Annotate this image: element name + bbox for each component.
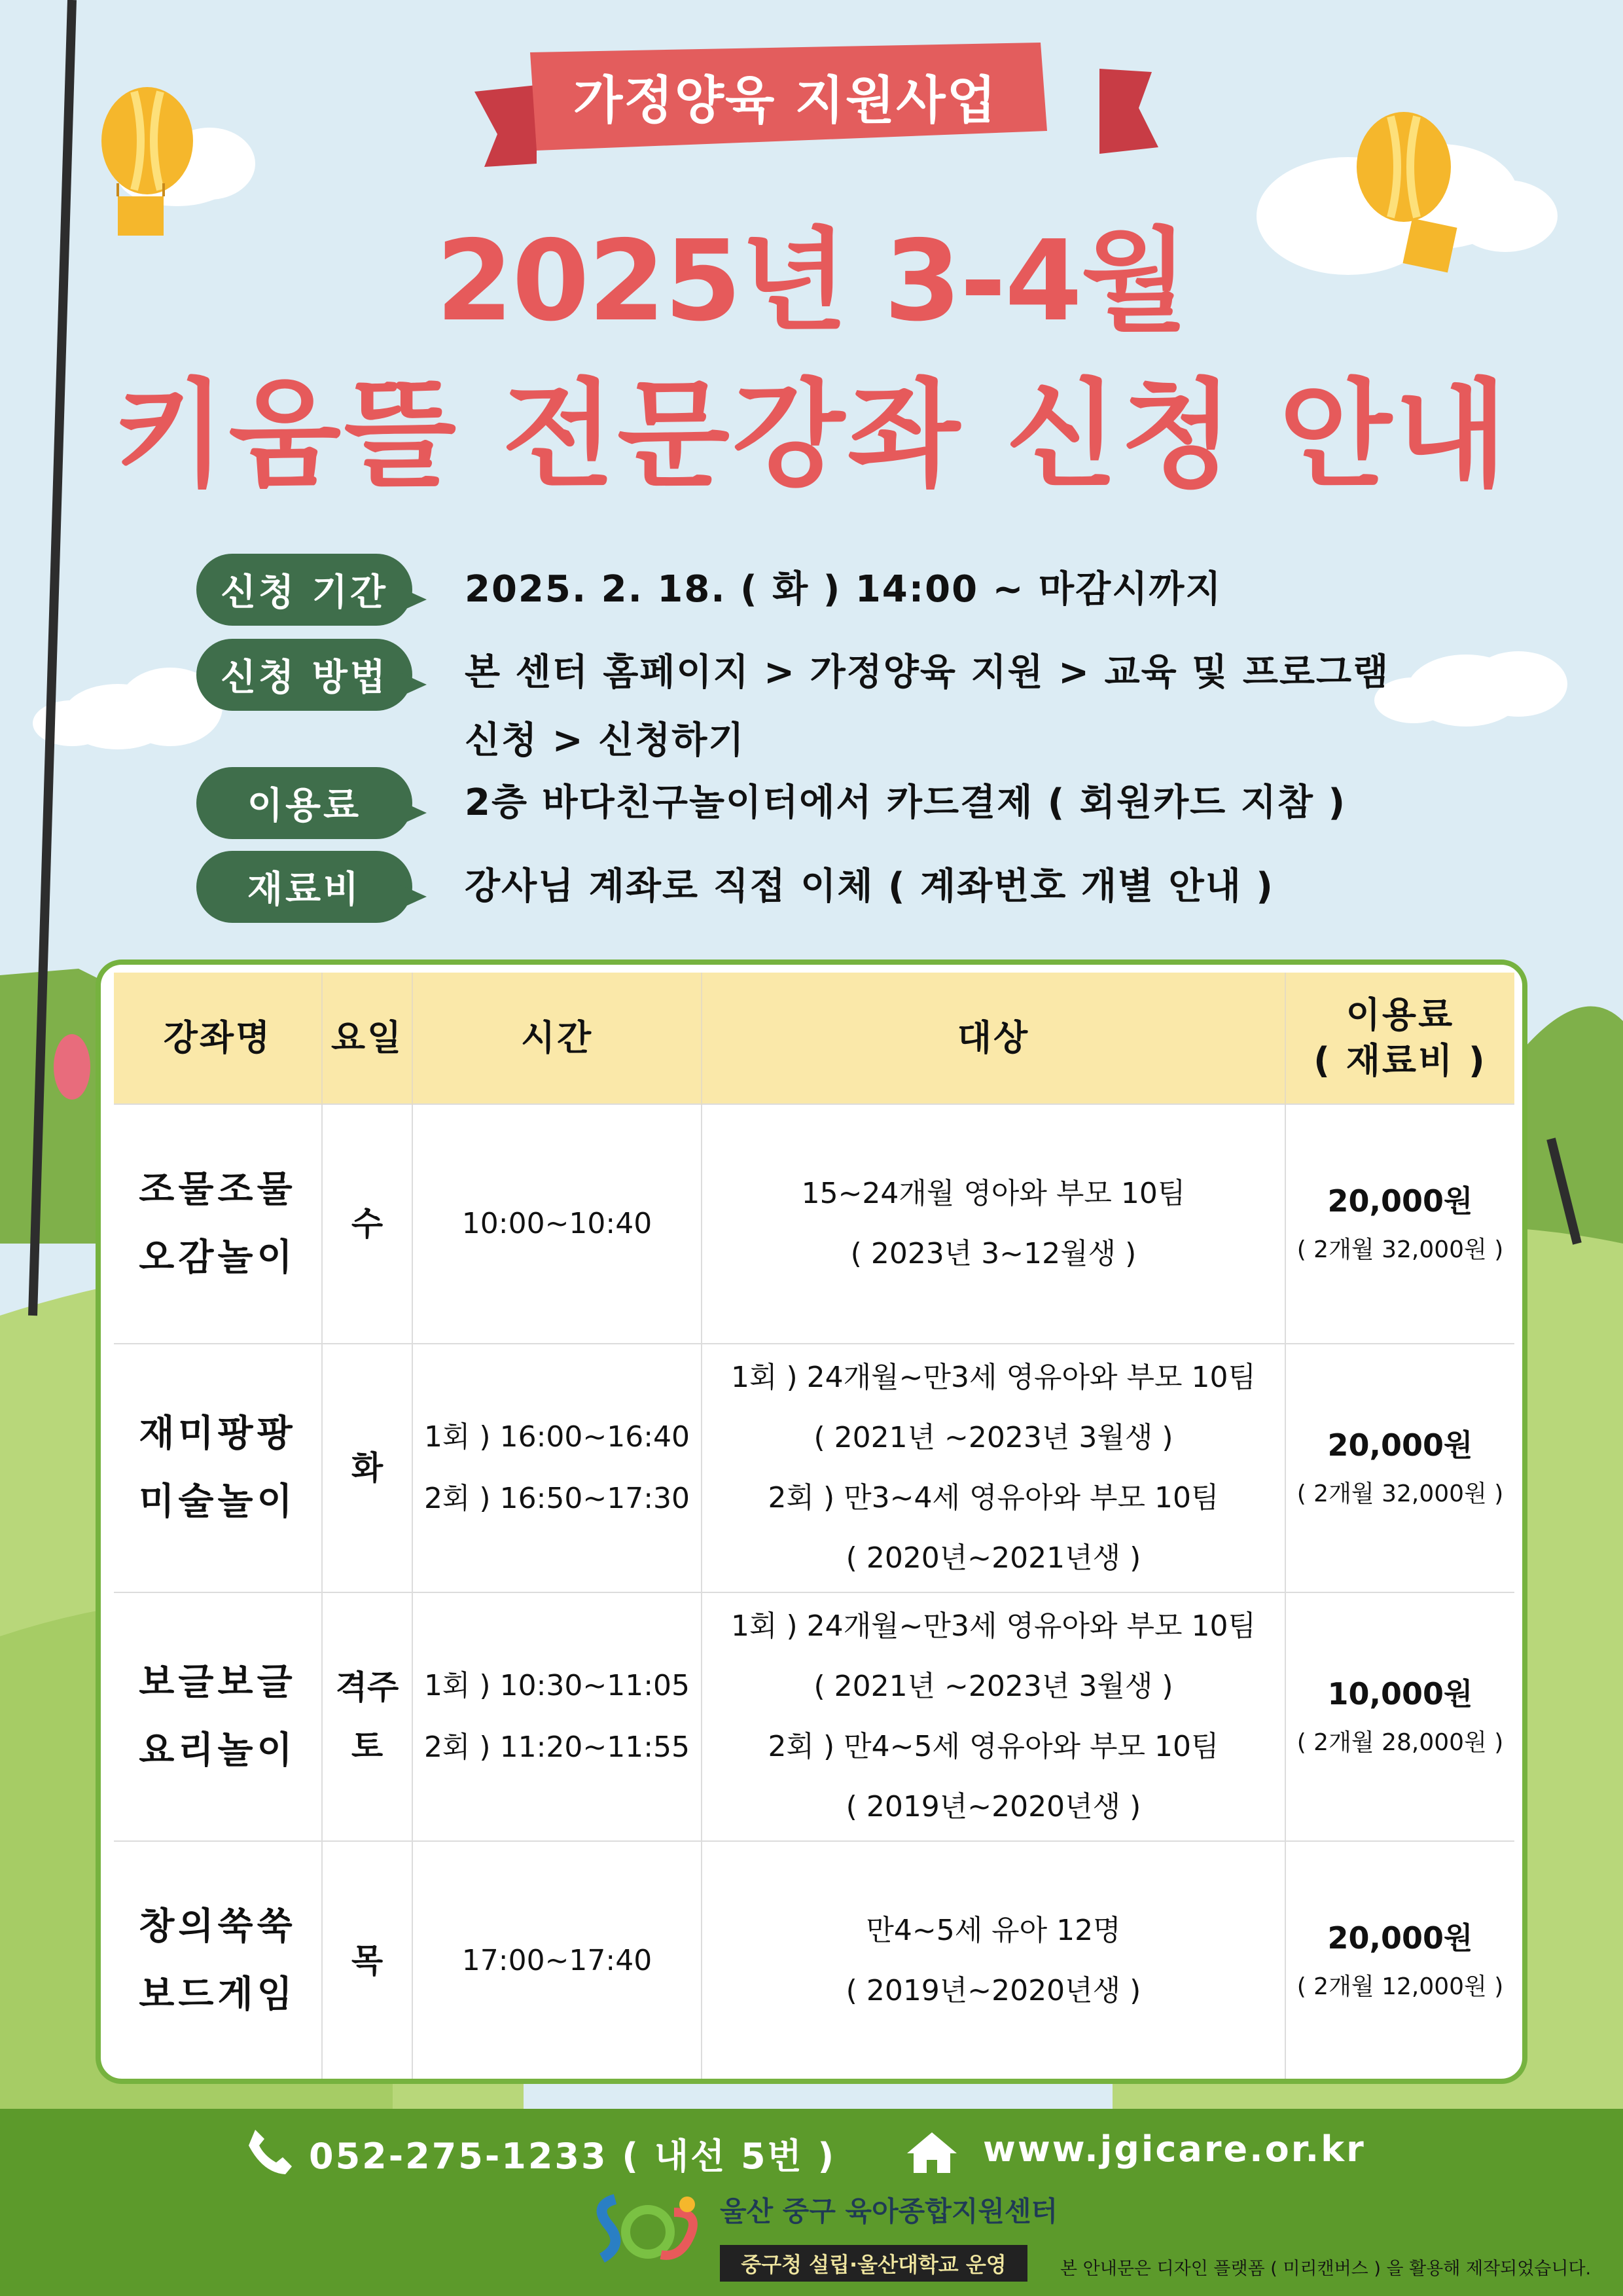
header-time: 시간 xyxy=(412,973,702,1104)
course-day: 목 xyxy=(322,1841,412,2079)
org-subtitle: 중구청 설립·울산대학교 운영 xyxy=(720,2245,1027,2282)
course-time: 17:00~17:40 xyxy=(412,1841,702,2079)
course-name: 조물조물 오감놀이 xyxy=(114,1104,322,1344)
course-fee: 20,000원 ( 2개월 32,000원 ) xyxy=(1285,1344,1514,1592)
course-fee: 20,000원 ( 2개월 12,000원 ) xyxy=(1285,1841,1514,2079)
info-row-material xyxy=(196,851,1427,923)
phone-icon xyxy=(243,2126,296,2178)
info-row-fee xyxy=(196,767,1427,839)
org-name: 울산 중구 육아종합지원센터 xyxy=(720,2195,1058,2227)
course-table-card xyxy=(96,960,1527,2084)
home-icon xyxy=(906,2130,958,2174)
ribbon-label: 가정양육 지원사업 xyxy=(573,71,997,130)
info-label-fee: 이용료 xyxy=(196,767,412,839)
table-row xyxy=(114,1344,1514,1592)
info-value-period: 2025. 2. 18. ( 화 ) 14:00 ~ 마감시까지 xyxy=(465,568,1222,611)
table-row xyxy=(114,1592,1514,1841)
header-fee: 이용료 ( 재료비 ) xyxy=(1285,973,1514,1104)
course-time: 1회 ) 16:00~16:40 2회 ) 16:50~17:30 xyxy=(412,1344,702,1592)
course-time: 10:00~10:40 xyxy=(412,1104,702,1344)
info-row-period xyxy=(196,554,1427,626)
course-day: 화 xyxy=(322,1344,412,1592)
course-target: 1회 ) 24개월~만3세 영유아와 부모 10팀 ( 2021년 ~2023년 3월생 ) 2회 ) 만3~4세 영유아와 부모 10팀 ( 2020년~2021년생 ) xyxy=(702,1344,1285,1592)
course-name: 창의쑥쑥 보드게임 xyxy=(114,1841,322,2079)
design-credit: 본 안내문은 디자인 플랫폼 ( 미리캔버스 ) 을 활용해 제작되었습니다. xyxy=(1060,2259,1592,2279)
course-name: 재미팡팡 미술놀이 xyxy=(114,1344,322,1592)
info-label-period: 신청 기간 xyxy=(196,554,412,626)
table-header-row xyxy=(114,973,1514,1104)
course-day: 격주 토 xyxy=(322,1592,412,1841)
phone-number[interactable]: 052-275-1233 ( 내선 5번 ) xyxy=(309,2136,836,2177)
course-table xyxy=(114,973,1514,2079)
course-target: 만4~5세 유아 12명 ( 2019년~2020년생 ) xyxy=(702,1841,1285,2079)
info-label-method: 신청 방법 xyxy=(196,639,412,711)
info-value-fee: 2층 바다친구놀이터에서 카드결제 ( 회원카드 지참 ) xyxy=(465,781,1347,824)
center-logo-icon xyxy=(589,2186,713,2271)
website-link[interactable]: www.jgicare.or.kr xyxy=(983,2128,1366,2170)
header-target: 대상 xyxy=(702,973,1285,1104)
header-course-name: 강좌명 xyxy=(114,973,322,1104)
course-target: 1회 ) 24개월~만3세 영유아와 부모 10팀 ( 2021년 ~2023년 3월생 ) 2회 ) 만4~5세 영유아와 부모 10팀 ( 2019년~2020년생 ) xyxy=(702,1592,1285,1841)
page-title-line1: 2025년 3-4월 xyxy=(436,217,1187,346)
header-day: 요일 xyxy=(322,973,412,1104)
course-fee: 20,000원 ( 2개월 32,000원 ) xyxy=(1285,1104,1514,1344)
table-row xyxy=(114,1104,1514,1344)
info-row-method xyxy=(196,639,1427,775)
info-value-method: 본 센터 홈페이지 > 가정양육 지원 > 교육 및 프로그램 신청 > 신청하기 xyxy=(465,651,1390,762)
course-name: 보글보글 요리놀이 xyxy=(114,1592,322,1841)
table-row xyxy=(114,1841,1514,2079)
page-title-line2: 키움뜰 전문강좌 신청 안내 xyxy=(113,367,1510,503)
course-time: 1회 ) 10:30~11:05 2회 ) 11:20~11:55 xyxy=(412,1592,702,1841)
course-day: 수 xyxy=(322,1104,412,1344)
info-value-material: 강사님 계좌로 직접 이체 ( 계좌번호 개별 안내 ) xyxy=(465,865,1274,908)
course-target: 15~24개월 영아와 부모 10팀 ( 2023년 3~12월생 ) xyxy=(702,1104,1285,1344)
info-label-material: 재료비 xyxy=(196,851,412,923)
course-fee: 10,000원 ( 2개월 28,000원 ) xyxy=(1285,1592,1514,1841)
